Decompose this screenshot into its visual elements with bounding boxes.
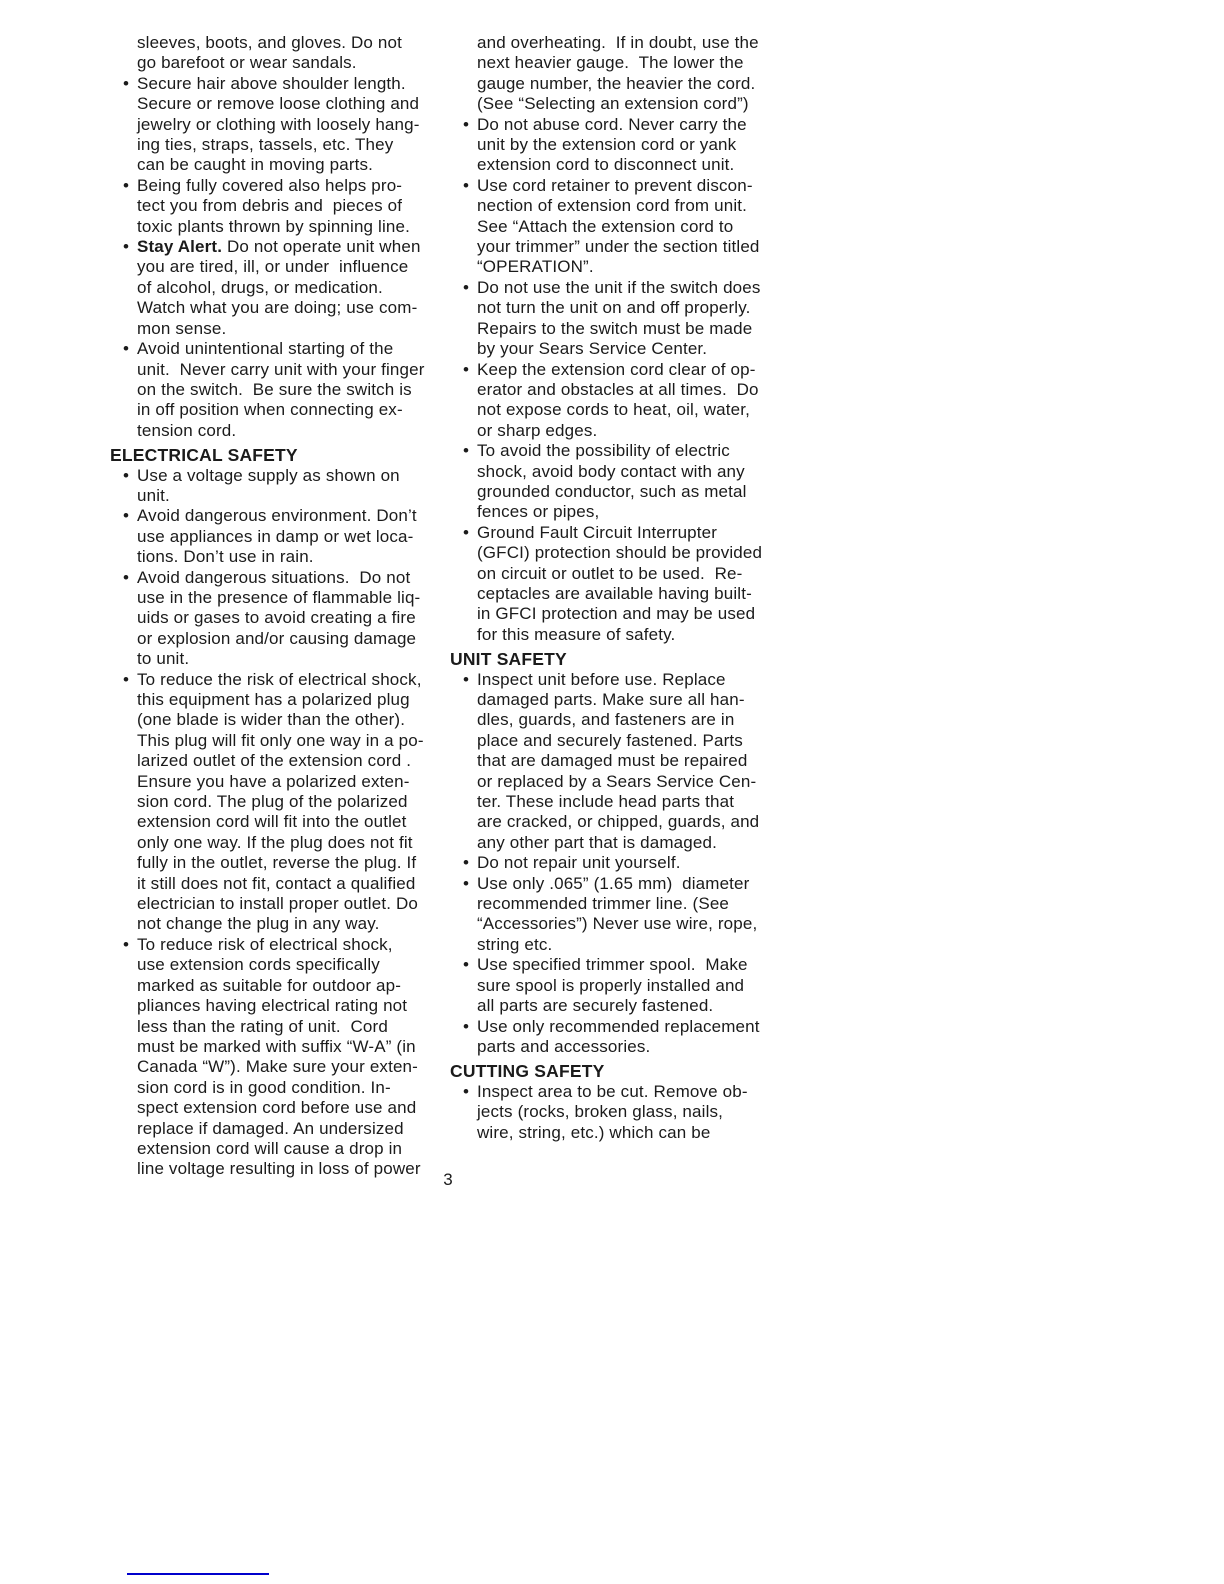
text-line: extension cord will fit into the outlet xyxy=(137,812,407,832)
text-line: unit. xyxy=(137,485,170,505)
bullet-icon: • xyxy=(463,114,470,134)
text-line: for this measure of safety. xyxy=(477,624,676,644)
text-line: To reduce risk of electrical shock, xyxy=(137,934,393,954)
text-line: that are damaged must be repaired xyxy=(477,751,748,771)
text-line: you are tired, ill, or under influence xyxy=(137,257,409,277)
bullet-icon: • xyxy=(463,277,470,297)
text-line: extension cord will cause a drop in xyxy=(137,1138,403,1158)
text-line: tions. Don’t use in rain. xyxy=(137,547,314,567)
bold-text: Stay Alert. xyxy=(137,237,223,257)
text-line: Secure or remove loose clothing and xyxy=(137,94,420,114)
section-heading: CUTTING SAFETY xyxy=(450,1061,605,1082)
text-line: gauge number, the heavier the cord. xyxy=(477,73,756,93)
text-line: Watch what you are doing; use com- xyxy=(137,298,418,318)
text-line: by your Sears Service Center. xyxy=(477,339,708,359)
text-line: Inspect area to be cut. Remove ob- xyxy=(477,1081,748,1101)
text-line: fences or pipes, xyxy=(477,502,600,522)
text-line: electrician to install proper outlet. Do xyxy=(137,894,418,914)
bullet-item xyxy=(110,670,466,935)
text-line: recommended trimmer line. (See xyxy=(477,894,730,914)
text-line: to unit. xyxy=(137,649,190,669)
bullet-item xyxy=(450,955,806,1016)
text-line: mon sense. xyxy=(137,318,227,338)
text-line: nection of extension cord from unit. xyxy=(477,196,747,216)
text-line: Avoid dangerous environment. Don’t xyxy=(137,506,417,526)
bullet-icon: • xyxy=(463,669,470,689)
text-line: jects (rocks, broken glass, nails, xyxy=(477,1102,724,1122)
text-line: “OPERATION”. xyxy=(477,257,594,277)
text-line: Use only .065” (1.65 mm) diameter xyxy=(477,873,750,893)
right-column xyxy=(450,33,806,1143)
text-line: tension cord. xyxy=(137,420,237,440)
bullet-icon: • xyxy=(463,853,470,873)
bullet-icon: • xyxy=(463,359,470,379)
text-line: toxic plants thrown by spinning line. xyxy=(137,216,410,236)
text-line: uids or gases to avoid creating a fire xyxy=(137,608,416,628)
text-line: (See “Selecting an extension cord”) xyxy=(477,94,749,114)
text-line: it still does not fit, contact a qualified xyxy=(137,873,416,893)
text-line: Repairs to the switch must be made xyxy=(477,318,753,338)
bullet-icon: • xyxy=(123,175,130,195)
text-line: pliances having electrical rating not xyxy=(137,996,408,1016)
bullet-icon: • xyxy=(463,175,470,195)
text-line: Ensure you have a polarized exten- xyxy=(137,771,410,791)
text-line: larized outlet of the extension cord . xyxy=(137,751,412,771)
text-line: unit by the extension cord or yank xyxy=(477,135,737,155)
bullet-item xyxy=(110,506,466,567)
text-line: in GFCI protection and may be used xyxy=(477,604,756,624)
text-line: use extension cords specifically xyxy=(137,955,380,975)
text-line: sleeves, boots, and gloves. Do not xyxy=(137,33,402,52)
bullet-item xyxy=(110,339,466,441)
text-line: extension cord to disconnect unit. xyxy=(477,155,735,175)
bullet-icon: • xyxy=(123,567,130,587)
text-line: on the switch. Be sure the switch is xyxy=(137,379,412,399)
text-line: damaged parts. Make sure all han- xyxy=(477,690,745,709)
text-line: Stay Alert. Do not operate unit when xyxy=(137,237,421,257)
bullet-icon: • xyxy=(463,873,470,893)
text-line: only one way. If the plug does not fit xyxy=(137,832,413,852)
text-line: erator and obstacles at all times. Do xyxy=(477,379,759,399)
text-line: next heavier gauge. The lower the xyxy=(477,53,744,73)
text-line: shock, avoid body contact with any xyxy=(477,461,745,481)
text-line: This plug will fit only one way in a po- xyxy=(137,730,424,750)
bullet-item xyxy=(110,237,466,339)
text-line: jewelry or clothing with loosely hang- xyxy=(137,114,420,134)
text-line: of alcohol, drugs, or medication. xyxy=(137,277,383,297)
text-line: ter. These include head parts that xyxy=(477,792,735,812)
bullet-item xyxy=(110,935,466,1180)
bullet-item xyxy=(450,523,806,645)
text-line: can be caught in moving parts. xyxy=(137,155,374,175)
bullet-item xyxy=(450,278,806,360)
bullet-icon: • xyxy=(123,339,130,359)
text-line: Do not abuse cord. Never carry the xyxy=(477,114,747,134)
text-line: are cracked, or chipped, guards, and xyxy=(477,812,760,832)
text-line: Use specified trimmer spool. Make xyxy=(477,955,748,975)
text-line: Use a voltage supply as shown on xyxy=(137,465,400,485)
text-line: Avoid dangerous situations. Do not xyxy=(137,567,411,587)
bullet-item xyxy=(450,853,806,873)
text-line: Ground Fault Circuit Interrupter xyxy=(477,522,718,542)
text-line: Canada “W”). Make sure your exten- xyxy=(137,1057,418,1077)
text-line: (one blade is wider than the other). xyxy=(137,710,406,730)
text-line: not expose cords to heat, oil, water, xyxy=(477,400,750,420)
text-line: wire, string, etc.) which can be xyxy=(477,1122,711,1142)
text-line: use appliances in damp or wet loca- xyxy=(137,526,414,546)
bullet-icon: • xyxy=(463,522,470,542)
text-line: Use cord retainer to prevent discon- xyxy=(477,175,753,195)
bullet-item xyxy=(450,115,806,176)
text-line: place and securely fastened. Parts xyxy=(477,730,743,750)
text-line: not turn the unit on and off properly. xyxy=(477,298,751,318)
text-line: “Accessories”) Never use wire, rope, xyxy=(477,914,758,934)
paragraph-continuation xyxy=(450,33,806,115)
text-line: replace if damaged. An undersized xyxy=(137,1118,404,1138)
text-line: or replaced by a Sears Service Cen- xyxy=(477,771,757,791)
text-line: Do not use the unit if the switch does xyxy=(477,277,761,297)
bullet-icon: • xyxy=(123,73,130,93)
text-line: use in the presence of flammable liq- xyxy=(137,587,421,607)
section-heading: ELECTRICAL SAFETY xyxy=(110,445,298,466)
text-line: on circuit or outlet to be used. Re- xyxy=(477,563,743,583)
bullet-icon: • xyxy=(123,934,130,954)
bullet-item xyxy=(450,360,806,442)
bullet-item xyxy=(450,441,806,523)
text-line: See “Attach the extension cord to xyxy=(477,216,734,236)
text-line: unit. Never carry unit with your finger xyxy=(137,359,425,379)
text-line: To reduce the risk of electrical shock, xyxy=(137,669,422,689)
text-line: must be marked with suffix “W-A” (in xyxy=(137,1036,416,1056)
bullet-item xyxy=(110,466,466,507)
text-line: Keep the extension cord clear of op- xyxy=(477,359,756,379)
text-line: go barefoot or wear sandals. xyxy=(137,53,357,73)
text-line: parts and accessories. xyxy=(477,1036,651,1056)
bullet-icon: • xyxy=(123,669,130,689)
text-line: Use only recommended replacement xyxy=(477,1016,760,1036)
text-line: grounded conductor, such as metal xyxy=(477,481,747,501)
bullet-icon: • xyxy=(123,506,130,526)
bullet-item xyxy=(450,1017,806,1058)
text-line: your trimmer” under the section titled xyxy=(477,237,760,257)
text-line: tect you from debris and pieces of xyxy=(137,196,403,216)
bullet-icon: • xyxy=(463,955,470,975)
bullet-icon: • xyxy=(123,237,130,257)
bullet-icon: • xyxy=(123,465,130,485)
bullet-item xyxy=(450,670,806,854)
page-number: 3 xyxy=(443,1170,453,1189)
section-heading: UNIT SAFETY xyxy=(450,649,567,670)
text-line: any other part that is damaged. xyxy=(477,832,717,852)
bullet-icon: • xyxy=(463,1016,470,1036)
bullet-item xyxy=(110,176,466,237)
text-line: or explosion and/or causing damage xyxy=(137,628,417,648)
text-line: Do not repair unit yourself. xyxy=(477,853,681,873)
text-line: less than the rating of unit. Cord xyxy=(137,1016,388,1036)
text-line: Secure hair above shoulder length. xyxy=(137,73,406,93)
text-line: and overheating. If in doubt, use the xyxy=(477,33,759,52)
text-line: this equipment has a polarized plug xyxy=(137,690,410,709)
text-line: in off position when connecting ex- xyxy=(137,400,403,420)
text-line: string etc. xyxy=(477,934,553,954)
bullet-icon: • xyxy=(463,1081,470,1101)
bullet-icon: • xyxy=(463,441,470,461)
bullet-item xyxy=(110,568,466,670)
bullet-item xyxy=(450,176,806,278)
left-column xyxy=(110,33,466,1180)
text-line: spect extension cord before use and xyxy=(137,1098,417,1118)
text-line: sure spool is properly installed and xyxy=(477,975,745,995)
bullet-item xyxy=(110,74,466,176)
text-line: fully in the outlet, reverse the plug. If xyxy=(137,853,417,873)
text-line: To avoid the possibility of electric xyxy=(477,441,730,461)
text-line: sion cord is in good condition. In- xyxy=(137,1077,391,1097)
text-line: not change the plug in any way. xyxy=(137,914,380,934)
text-line: (GFCI) protection should be provided xyxy=(477,543,763,563)
text-line: all parts are securely fastened. xyxy=(477,996,714,1016)
text-line: line voltage resulting in loss of power xyxy=(137,1159,421,1179)
bullet-item xyxy=(450,1082,806,1143)
text-line: Inspect unit before use. Replace xyxy=(477,669,726,689)
text-line: sion cord. The plug of the polarized xyxy=(137,792,408,812)
paragraph-continuation xyxy=(110,33,466,74)
text-line: Being fully covered also helps pro- xyxy=(137,175,403,195)
text-line: Avoid unintentional starting of the xyxy=(137,339,394,359)
text-line: ing ties, straps, tassels, etc. They xyxy=(137,135,394,155)
bullet-item xyxy=(450,874,806,956)
text-line: or sharp edges. xyxy=(477,420,598,440)
text-line: dles, guards, and fasteners are in xyxy=(477,710,735,730)
text-line: ceptacles are available having built- xyxy=(477,583,752,603)
text-line: marked as suitable for outdoor ap- xyxy=(137,975,402,995)
footer-underline xyxy=(127,1573,269,1575)
